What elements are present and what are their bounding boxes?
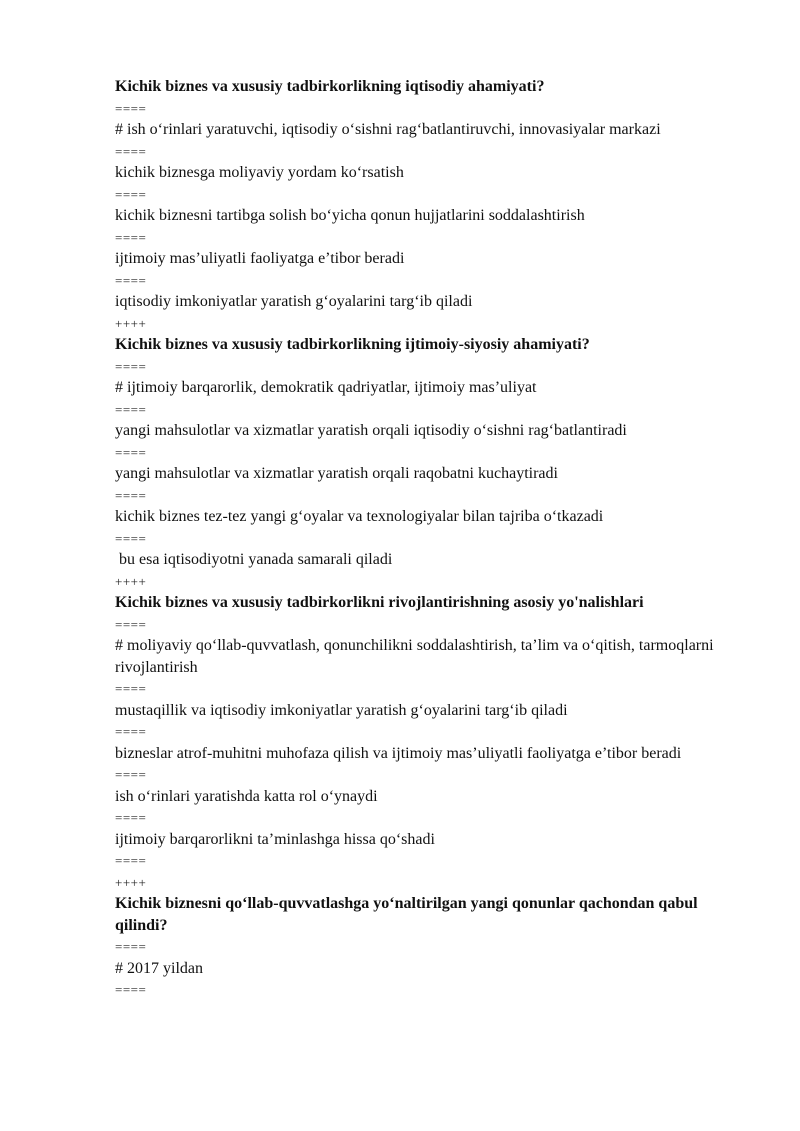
option-separator: ==== [115,358,147,374]
answer-option: ijtimoiy mas’uliyatli faoliyatga e’tibor beradi [115,250,405,267]
option-separator: ==== [115,939,147,954]
option-separator: ==== [115,444,147,460]
answer-option: yangi mahsulotlar va xizmatlar yaratish orqali iqtisodiy o‘sishni rag‘batlantiradi [115,422,627,439]
option-separator: ==== [115,186,147,202]
option-separator: ==== [115,681,147,696]
answer-option: bu esa iqtisodiyotni yanada samarali qiladi [115,551,393,568]
answer-option-correct: # 2017 yildan [115,959,203,977]
option-separator: ==== [115,530,147,546]
option-separator: ==== [115,487,147,503]
answer-option-correct: # ish o‘rinlari yaratuvchi, iqtisodiy o‘sishni rag‘batlantiruvchi, innovasiyalar markazi [115,121,661,138]
answer-option: bizneslar atrof-muhitni muhofaza qilish va ijtimoiy mas’uliyatli faoliyatga e’tibor beradi [115,744,682,762]
answer-option: kichik biznes tez-tez yangi g‘oyalar va texnologiyalar bilan tajriba o‘tkazadi [115,508,604,525]
answer-option: ish o‘rinlari yaratishda katta rol o‘ynaydi [115,787,378,805]
option-separator: ==== [115,810,147,825]
question-title: Kichik biznes va xususiy tadbirkorlikni rivojlantirishning asosiy yo'nalishlari [115,594,644,611]
answer-option-correct: # moliyaviy qo‘llab-quvvatlash, qonunchilikni soddalashtirish, ta’lim va o‘qitish, tarmoqlarni rivojlantirish [115,637,714,676]
answer-option-correct: # ijtimoiy barqarorlik, demokratik qadriyatlar, ijtimoiy mas’uliyat [115,379,537,396]
option-separator: ==== [115,853,147,868]
option-separator: ==== [115,100,147,116]
question-separator: ++++ [115,315,147,331]
option-separator: ==== [115,982,147,997]
option-separator: ==== [115,229,147,245]
option-separator: ==== [115,616,147,632]
question-separator: ++++ [115,874,147,890]
question-title: Kichik biznes va xususiy tadbirkorlikning ijtimoiy-siyosiy ahamiyati? [115,336,590,353]
question-title: Kichik biznesni qo‘llab-quvvatlashga yo‘naltirilgan yangi qonunlar qachondan qabul qilindi? [115,895,698,934]
answer-option: kichik biznesni tartibga solish bo‘yicha qonun hujjatlarini soddalashtirish [115,207,585,224]
answer-option: mustaqillik va iqtisodiy imkoniyatlar yaratish g‘oyalarini targ‘ib qiladi [115,701,568,719]
option-separator: ==== [115,767,147,782]
question-separator: ++++ [115,573,147,589]
question-title: Kichik biznes va xususiy tadbirkorlikning iqtisodiy ahamiyati? [115,78,545,95]
document-page [115,76,740,1001]
option-separator: ==== [115,401,147,417]
answer-option: yangi mahsulotlar va xizmatlar yaratish orqali raqobatni kuchaytiradi [115,465,558,482]
option-separator: ==== [115,724,147,739]
option-separator: ==== [115,272,147,288]
answer-option: iqtisodiy imkoniyatlar yaratish g‘oyalarini targ‘ib qiladi [115,293,473,310]
option-separator: ==== [115,143,147,159]
answer-option: ijtimoiy barqarorlikni ta’minlashga hissa qo‘shadi [115,830,435,848]
answer-option: kichik biznesga moliyaviy yordam ko‘rsatish [115,164,404,181]
